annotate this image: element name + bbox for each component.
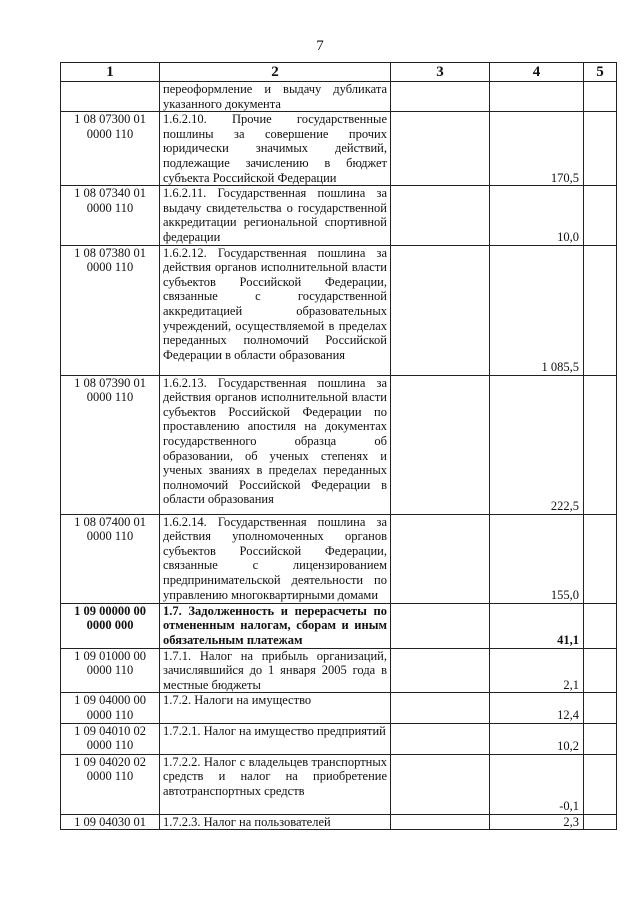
description-cell: 1.7.2.1. Налог на имущество предприятий [160, 723, 391, 754]
amount-cell: 12,4 [490, 693, 584, 723]
column-3-cell [391, 82, 490, 112]
column-5-cell [584, 648, 617, 693]
budget-code-cell: 1 09 04020 02 0000 110 [61, 754, 160, 814]
column-3-cell [391, 814, 490, 830]
amount-cell: 222,5 [490, 375, 584, 514]
column-5-cell [584, 245, 617, 375]
budget-code-cell: 1 09 04010 02 0000 110 [61, 723, 160, 754]
column-5-cell [584, 112, 617, 186]
description-cell: 1.6.2.14. Государственная пошлина за действия уполномоченных органов субъектов Российской Федерации, связанные с лицензированием предпринимательской деятельности по управлению многоквартирными домами [160, 514, 391, 603]
col-header-1: 1 [61, 63, 160, 82]
amount-cell: 41,1 [490, 603, 584, 648]
column-5-cell [584, 693, 617, 723]
table-row [61, 693, 617, 723]
budget-code-cell: 1 09 04000 00 0000 110 [61, 693, 160, 723]
column-3-cell [391, 514, 490, 603]
description-cell: переоформление и выдачу дубликата указанного документа [160, 82, 391, 112]
header-row [61, 63, 617, 82]
column-5-cell [584, 375, 617, 514]
table-row [61, 514, 617, 603]
description-cell: 1.7.2.2. Налог с владельцев транспортных средств и налог на приобретение автотранспортных средств [160, 754, 391, 814]
column-3-cell [391, 186, 490, 245]
col-header-2: 2 [160, 63, 391, 82]
column-5-cell [584, 186, 617, 245]
table-row [61, 112, 617, 186]
page-number: 7 [316, 38, 324, 54]
column-3-cell [391, 754, 490, 814]
table-row [61, 186, 617, 245]
budget-code-cell: 1 09 00000 00 0000 000 [61, 603, 160, 648]
amount-cell: 1 085,5 [490, 245, 584, 375]
column-5-cell [584, 514, 617, 603]
column-5-cell [584, 723, 617, 754]
col-header-5: 5 [584, 63, 617, 82]
budget-code-cell [61, 82, 160, 112]
table-row [61, 648, 617, 693]
budget-code-cell: 1 09 04030 01 [61, 814, 160, 830]
column-5-cell [584, 603, 617, 648]
amount-cell: 10,0 [490, 186, 584, 245]
table-row [61, 375, 617, 514]
col-header-3: 3 [391, 63, 490, 82]
column-3-cell [391, 603, 490, 648]
amount-cell: -0,1 [490, 754, 584, 814]
column-3-cell [391, 112, 490, 186]
description-cell: 1.7.2.3. Налог на пользователей [160, 814, 391, 830]
column-3-cell [391, 245, 490, 375]
budget-code-cell: 1 08 07390 01 0000 110 [61, 375, 160, 514]
table-row [61, 603, 617, 648]
description-cell: 1.6.2.12. Государственная пошлина за действия органов исполнительной власти субъектов Российской Федерации, связанные с государственной аккредитацией образовательных учреждений, осуществляемой в пределах переданных полномочий Российской Федерации в области образования [160, 245, 391, 375]
amount-cell: 2,1 [490, 648, 584, 693]
column-3-cell [391, 723, 490, 754]
description-cell: 1.7.1. Налог на прибыль организаций, зачислявшийся до 1 января 2005 года в местные бюджеты [160, 648, 391, 693]
table-row [61, 723, 617, 754]
description-cell: 1.7. Задолженность и перерасчеты по отмененным налогам, сборам и иным обязательным платежам [160, 603, 391, 648]
col-header-4: 4 [490, 63, 584, 82]
amount-cell: 155,0 [490, 514, 584, 603]
amount-cell: 2,3 [490, 814, 584, 830]
description-cell: 1.6.2.11. Государственная пошлина за выдачу свидетельства о государственной аккредитации региональной спортивной федерации [160, 186, 391, 245]
table-row [61, 814, 617, 830]
budget-code-cell: 1 09 01000 00 0000 110 [61, 648, 160, 693]
budget-code-cell: 1 08 07380 01 0000 110 [61, 245, 160, 375]
budget-code-cell: 1 08 07300 01 0000 110 [61, 112, 160, 186]
description-cell: 1.6.2.10. Прочие государственные пошлины за совершение прочих юридически значимых действий, подлежащие зачислению в бюджет субъекта Российской Федерации [160, 112, 391, 186]
column-3-cell [391, 375, 490, 514]
column-3-cell [391, 693, 490, 723]
table-row [61, 82, 617, 112]
column-5-cell [584, 754, 617, 814]
budget-table [60, 62, 617, 830]
amount-cell: 170,5 [490, 112, 584, 186]
amount-cell [490, 82, 584, 112]
table-row [61, 754, 617, 814]
description-cell: 1.7.2. Налоги на имущество [160, 693, 391, 723]
amount-cell: 10,2 [490, 723, 584, 754]
column-5-cell [584, 814, 617, 830]
budget-code-cell: 1 08 07340 01 0000 110 [61, 186, 160, 245]
column-3-cell [391, 648, 490, 693]
column-5-cell [584, 82, 617, 112]
table-row [61, 245, 617, 375]
description-cell: 1.6.2.13. Государственная пошлина за действия органов исполнительной власти субъектов Российской Федерации по проставлению апостиля на документах государственного образца об образовании, об ученых степенях и ученых званиях в пределах переданных полномочий Российской Федерации в области образования [160, 375, 391, 514]
budget-code-cell: 1 08 07400 01 0000 110 [61, 514, 160, 603]
